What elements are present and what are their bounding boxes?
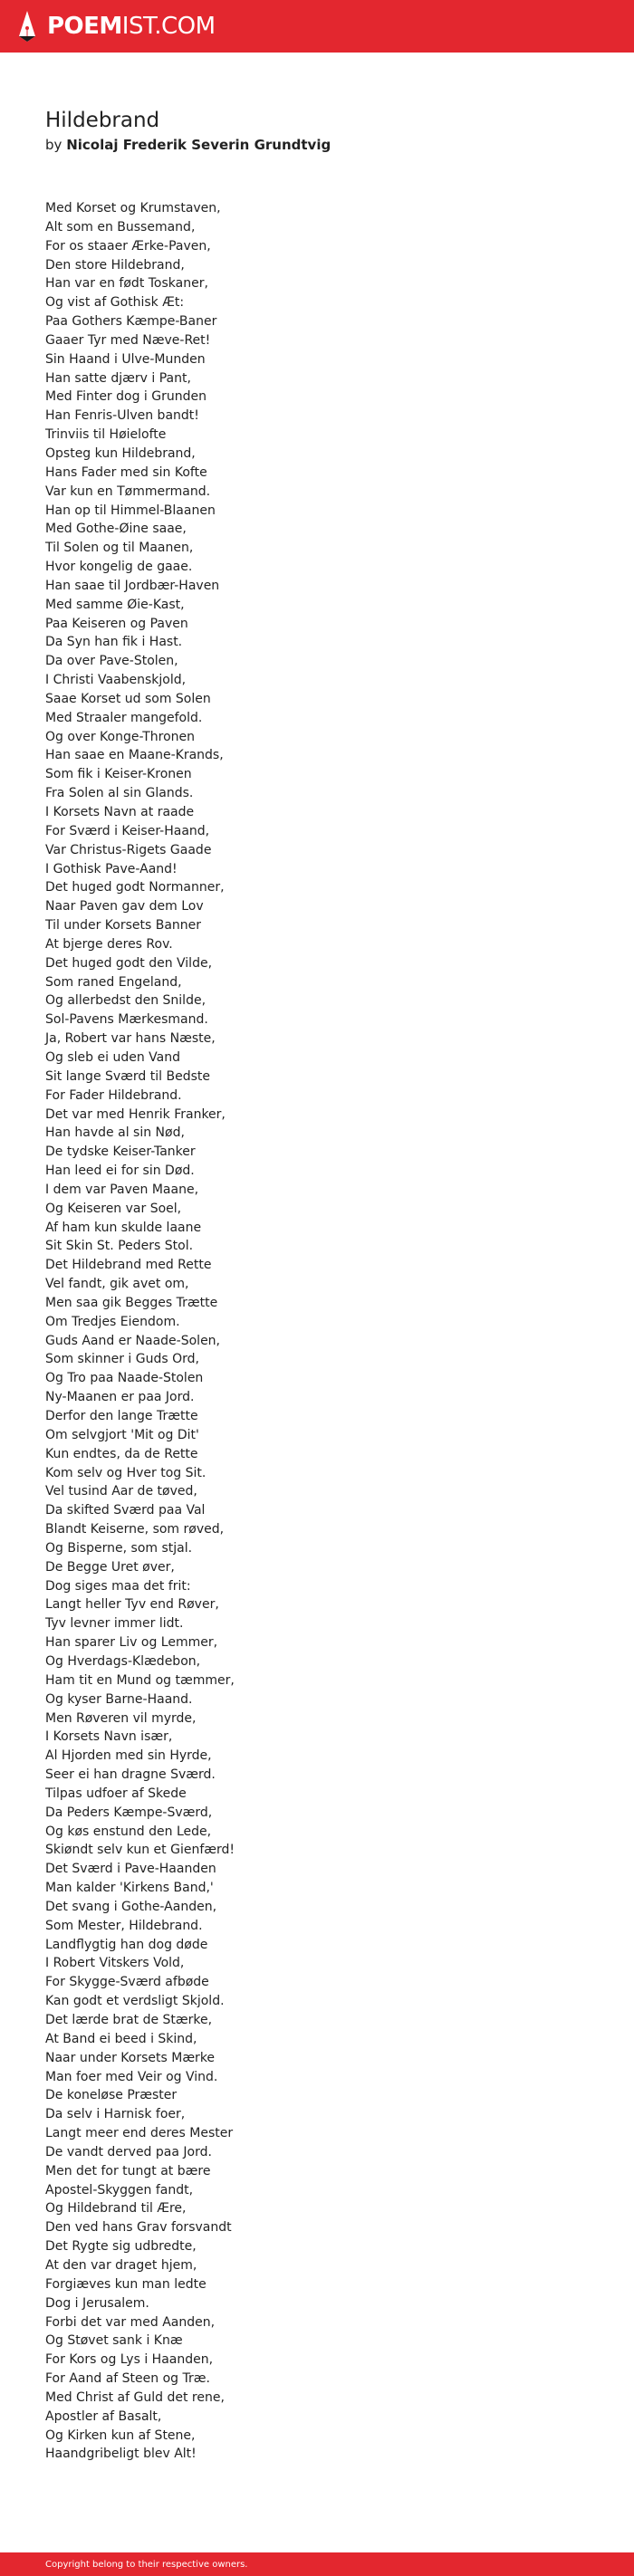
poem-line: Af ham kun skulde laane	[45, 1220, 202, 1235]
poem-line: Og Bisperne, som stjal.	[45, 1540, 193, 1556]
poem-line: Landflygtig han dog døde	[45, 1937, 208, 1952]
poem-line: For Sværd i Keiser-Haand,	[45, 823, 210, 838]
poem-line: Og sleb ei uden Vand	[45, 1049, 180, 1065]
poem-line: Om selvgjort 'Mit og Dit'	[45, 1427, 199, 1442]
poem-line: Langt meer end deres Mester	[45, 2126, 234, 2141]
poem-line: Alt som en Bussemand,	[45, 219, 196, 235]
poem-line: Med Korset og Krumstaven,	[45, 201, 221, 215]
poem-line: Han saae til Jordbær-Haven	[45, 578, 220, 593]
by-label: by	[45, 137, 62, 153]
poem-line: I Robert Vitskers Vold,	[45, 1956, 185, 1971]
poem-line: Tilpas udfoer af Skede	[45, 1786, 187, 1801]
poem-line: Trinviis til Høielofte	[45, 427, 167, 443]
poem-container	[0, 53, 634, 2518]
poem-line: Forgiæves kun man ledte	[45, 2276, 207, 2292]
poem-line: Det huged godt den Vilde,	[45, 955, 213, 971]
poem-line: Med Gothe-Øine saae,	[45, 522, 187, 537]
site-logo[interactable]	[18, 11, 216, 42]
poem-line: Fra Solen al sin Glands.	[45, 786, 194, 801]
poem-line: Og Hverdags-Klædebon,	[45, 1653, 201, 1669]
poem-line: De Begge Uret øver,	[45, 1559, 175, 1575]
poem-line: Med Straaler mangefold.	[45, 710, 203, 725]
poem-line: Var kun en Tømmermand.	[45, 484, 211, 499]
poem-line: Forbi det var med Aanden,	[45, 2314, 216, 2330]
poem-line: For Skygge-Sværd afbøde	[45, 1975, 209, 1990]
poem-line: Og Støvet sank i Knæ	[45, 2333, 183, 2349]
poem-line: Den ved hans Grav forsvandt	[45, 2220, 232, 2236]
poem-line: Da selv i Harnisk foer,	[45, 2107, 186, 2122]
poem-line: Og Tro paa Naade-Stolen	[45, 1371, 204, 1386]
poem-line: Med Christ af Guld det rene,	[45, 2389, 225, 2405]
poem-line: Han op til Himmel-Blaanen	[45, 503, 216, 518]
poem-line: Og Hildebrand til Ære,	[45, 2201, 187, 2217]
poem-line: Ny-Maanen er paa Jord.	[45, 1390, 195, 1405]
poem-line: Apostler af Basalt,	[45, 2408, 162, 2424]
poem-line: Men saa gik Begges Trætte	[45, 1295, 218, 1310]
poem-line: Han satte djærv i Pant,	[45, 370, 191, 386]
poem-line: Som raned Engeland,	[45, 974, 182, 990]
pen-nib-icon	[18, 11, 36, 42]
poem-body	[45, 199, 589, 2464]
poem-line: Hvor kongelig de gaae.	[45, 560, 193, 575]
poem-line: For os staaer Ærke-Paven,	[45, 238, 211, 254]
poem-line: Sit Skin St. Peders Stol.	[45, 1239, 194, 1254]
poem-line: Om Tredjes Eiendom.	[45, 1314, 180, 1329]
poem-line: Og over Konge-Thronen	[45, 729, 196, 744]
poem-line: Han Fenris-Ulven bandt!	[45, 408, 199, 424]
poem-line: Han leed ei for sin Død.	[45, 1164, 195, 1179]
poem-line: Til under Korsets Banner	[45, 918, 202, 934]
site-footer	[0, 2552, 634, 2576]
poem-line: Derfor den lange Trætte	[45, 1409, 198, 1423]
poem-line: Var Christus-Rigets Gaade	[45, 842, 212, 857]
poem-line: Paa Keiseren og Paven	[45, 616, 188, 631]
poem-line: Som Mester, Hildebrand.	[45, 1918, 203, 1933]
poem-line: Og Keiseren var Soel,	[45, 1201, 182, 1216]
poem-line: Som skinner i Guds Ord,	[45, 1352, 199, 1367]
poem-line: Sit lange Sværd til Bedste	[45, 1068, 210, 1084]
poem-line: Blandt Keiserne, som røved,	[45, 1522, 225, 1537]
poem-line: Man kalder 'Kirkens Band,'	[45, 1881, 214, 1896]
poem-line: Og allerbedst den Snilde,	[45, 993, 207, 1009]
poem-byline	[45, 136, 589, 154]
logo-text: POEMIST.COM	[47, 13, 216, 40]
poem-title: Hildebrand	[45, 109, 160, 132]
poem-line: Ja, Robert var hans Næste,	[45, 1031, 216, 1047]
poem-line: Da over Pave-Stolen,	[45, 654, 178, 669]
poem-line: Han havde al sin Nød,	[45, 1125, 185, 1141]
poem-line: Med Finter dog i Grunden	[45, 389, 207, 405]
poem-line: De koneløse Præster	[45, 2088, 178, 2103]
poem-line: Kom selv og Hver tog Sit.	[45, 1465, 207, 1480]
poem-line: Sin Haand i Ulve-Munden	[45, 351, 206, 367]
poem-line: Men det for tungt at bære	[45, 2163, 211, 2179]
poem-line: Seer ei han dragne Sværd.	[45, 1767, 216, 1783]
poem-line: I Korsets Navn især,	[45, 1729, 173, 1745]
poem-line: Det lærde brat de Stærke,	[45, 2013, 213, 2027]
poem-line: Han saae en Maane-Krands,	[45, 748, 224, 763]
poem-line: Vel tusind Aar de tøved,	[45, 1484, 197, 1499]
poem-line: Kan godt et verdsligt Skjold.	[45, 1994, 225, 2009]
poem-line: Hans Fader med sin Kofte	[45, 464, 207, 480]
poem-line: Opsteg kun Hildebrand,	[45, 445, 196, 461]
poem-line: Skiøndt selv kun et Gienfærd!	[45, 1843, 235, 1858]
poem-line: De tydske Keiser-Tanker	[45, 1144, 196, 1160]
poem-line: Tyv levner immer lidt.	[45, 1616, 184, 1632]
poem-line: For Kors og Lys i Haanden,	[45, 2352, 214, 2368]
poem-line: Saae Korset ud som Solen	[45, 691, 211, 706]
poem-line: Og Kirken kun af Stene,	[45, 2428, 196, 2443]
poem-line: Da Syn han fik i Hast.	[45, 635, 183, 650]
poem-line: I Korsets Navn at raade	[45, 805, 195, 819]
poem-line: I Gothisk Pave-Aand!	[45, 861, 178, 876]
poem-line: Det svang i Gothe-Aanden,	[45, 1899, 217, 1914]
poem-line: Gaaer Tyr med Næve-Ret!	[45, 332, 211, 348]
poem-line: For Aand af Steen og Træ.	[45, 2371, 210, 2387]
poem-line: Den store Hildebrand,	[45, 257, 185, 273]
poem-line: Dog i Jerusalem.	[45, 2295, 149, 2311]
poem-line: De vandt derved paa Jord.	[45, 2144, 212, 2159]
poem-line: Han var en født Toskaner,	[45, 276, 208, 292]
poem-line: Naar Paven gav dem Lov	[45, 899, 204, 915]
poem-line: Kun endtes, da de Rette	[45, 1446, 198, 1461]
poem-line: At den var draget hjem,	[45, 2257, 197, 2273]
poem-line: Ham tit en Mund og tæmmer,	[45, 1672, 235, 1688]
poem-line: Det Sværd i Pave-Haanden	[45, 1862, 216, 1877]
poem-line: At Band ei beed i Skind,	[45, 2031, 197, 2046]
poem-line: Man foer med Veir og Vind.	[45, 2069, 218, 2084]
site-header	[0, 0, 634, 53]
poem-line: Og kyser Barne-Haand.	[45, 1691, 193, 1707]
poem-line: Som fik i Keiser-Kronen	[45, 767, 192, 782]
poem-line: Apostel-Skyggen fandt,	[45, 2182, 194, 2198]
poem-line: Det var med Henrik Franker,	[45, 1106, 226, 1122]
poem-line: Haandgribeligt blev Alt!	[45, 2447, 197, 2462]
poem-line: Paa Gothers Kæmpe-Baner	[45, 314, 217, 330]
poem-line: Sol-Pavens Mærkesmand.	[45, 1012, 208, 1028]
poem-line: I dem var Paven Maane,	[45, 1182, 199, 1197]
poem-line: Han sparer Liv og Lemmer,	[45, 1635, 218, 1651]
poem-line: Det huged godt Normanner,	[45, 880, 225, 895]
poem-line: At bjerge deres Rov.	[45, 936, 173, 952]
poem-line: Naar under Korsets Mærke	[45, 2050, 216, 2065]
poem-line: Det Hildebrand med Rette	[45, 1258, 212, 1273]
poem-line: I Christi Vaabenskjold,	[45, 673, 187, 688]
poem-line: Og vist af Gothisk Æt:	[45, 295, 185, 311]
poem-line: Og køs enstund den Lede,	[45, 1824, 212, 1839]
poem-line: Da skifted Sværd paa Val	[45, 1503, 206, 1518]
poem-line: Med samme Øie-Kast,	[45, 597, 185, 612]
poem-line: Til Solen og til Maanen,	[45, 541, 194, 556]
poem-line: Da Peders Kæmpe-Sværd,	[45, 1805, 213, 1820]
poem-line: Men Røveren vil myrde,	[45, 1710, 197, 1726]
poem-line: Al Hjorden med sin Hyrde,	[45, 1748, 212, 1764]
poem-line: Langt heller Tyv end Røver,	[45, 1597, 219, 1613]
copyright-text: Copyright belong to their respective owners.	[45, 2559, 248, 2570]
poem-line: Det Rygte sig udbredte,	[45, 2239, 197, 2255]
poem-line: For Fader Hildebrand.	[45, 1087, 182, 1103]
poem-line: Vel fandt, gik avet om,	[45, 1277, 189, 1292]
author-link[interactable]: Nicolaj Frederik Severin Grundtvig	[66, 137, 331, 153]
poem-line: Guds Aand er Naade-Solen,	[45, 1333, 220, 1348]
poem-line: Dog siges maa det frit:	[45, 1578, 191, 1594]
